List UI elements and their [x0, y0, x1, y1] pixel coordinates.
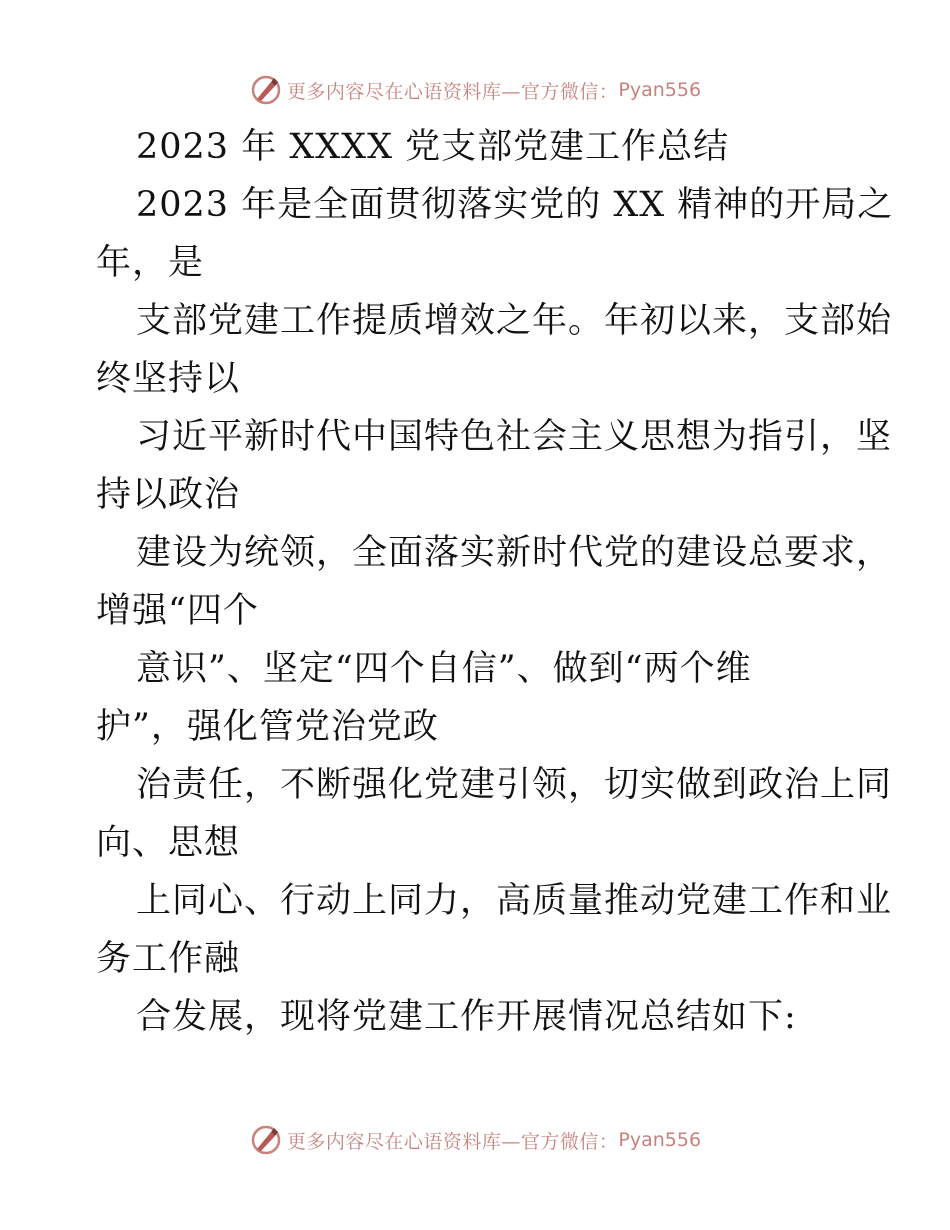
document-line: 合发展，现将党建工作开展情况总结如下:	[136, 997, 797, 1037]
watermark-header	[0, 70, 950, 110]
document-line: 2023 年是全面贯彻落实党的 XX 精神的开局之	[136, 185, 894, 225]
document-body	[96, 118, 894, 1046]
document-line: 向、思想	[96, 823, 241, 863]
watermark-text: 更多内容尽在心语资料库—官方微信：	[286, 80, 619, 103]
document-line: 上同心、行动上同力，高质量推动党建工作和业	[136, 881, 893, 921]
document-line: 持以政治	[96, 475, 241, 515]
pen-logo-icon	[249, 73, 283, 107]
document-line: 增强“四个	[96, 591, 259, 631]
document-line: 护”，强化管党治党政	[96, 707, 439, 747]
document-line: 意识”、坚定“四个自信”、做到“两个维	[136, 649, 752, 689]
document-line: 建设为统领，全面落实新时代党的建设总要求，	[136, 533, 893, 573]
document-line: 治责任，不断强化党建引领，切实做到政治上同	[136, 765, 893, 805]
watermark-wechat-id: Pyan556	[618, 1129, 702, 1151]
watermark-wechat-id: Pyan556	[618, 79, 702, 101]
watermark-footer	[0, 1120, 950, 1160]
document-line: 务工作融	[96, 939, 241, 979]
watermark-text: 更多内容尽在心语资料库—官方微信：	[286, 1130, 619, 1153]
document-line: 年，是	[96, 243, 205, 283]
document-line: 支部党建工作提质增效之年。年初以来，支部始	[136, 301, 893, 341]
document-line: 终坚持以	[96, 359, 241, 399]
document-title: 2023 年 XXXX 党支部党建工作总结	[136, 127, 730, 167]
pen-logo-icon	[249, 1123, 283, 1157]
document-line: 习近平新时代中国特色社会主义思想为指引，坚	[136, 417, 893, 457]
